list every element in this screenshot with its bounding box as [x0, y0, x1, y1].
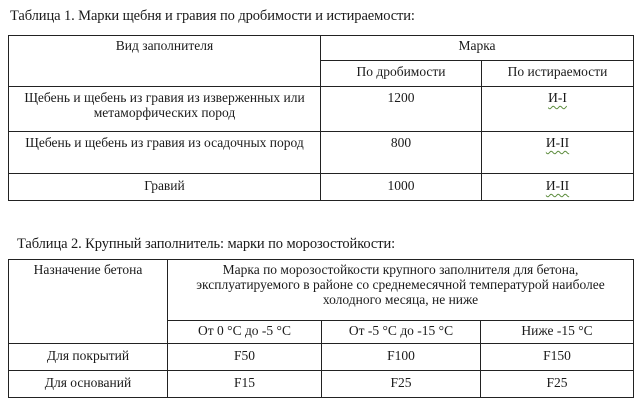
table-row	[9, 174, 634, 201]
header-by-crushability: По дробимости	[321, 61, 482, 87]
table-row	[9, 344, 634, 371]
cell-value: F150	[481, 344, 634, 371]
crush-abrasion-table	[8, 35, 634, 201]
cell-abrasion	[482, 174, 634, 201]
cell-value: F25	[322, 371, 481, 398]
cell-value: F15	[168, 371, 322, 398]
header-concrete-purpose: Назначение бетона	[9, 260, 168, 344]
cell-abrasion	[482, 132, 634, 174]
header-aggregate-type: Вид заполнителя	[9, 36, 321, 87]
abrasion-value: И-II	[545, 135, 570, 150]
cell-type: Гравий	[9, 174, 321, 201]
cell-abrasion	[482, 87, 634, 132]
table-row	[9, 132, 634, 174]
header-range-minus5-to-minus15: От -5 °С до -15 °С	[322, 321, 481, 344]
cell-crush: 1000	[321, 174, 482, 201]
abrasion-value: И-II	[545, 178, 570, 193]
header-by-abrasion: По истираемости	[482, 61, 634, 87]
cell-type: Щебень и щебень из гравия из осадочных пород	[9, 132, 321, 174]
table1-caption: Таблица 1. Марки щебня и гравия по дробимости и истираемости:	[10, 8, 415, 24]
header-mark: Марка	[321, 36, 634, 61]
header-range-0-to-minus5: От 0 °С до -5 °С	[168, 321, 322, 344]
cell-purpose: Для покрытий	[9, 344, 168, 371]
cell-value: F100	[322, 344, 481, 371]
table-row	[9, 87, 634, 132]
cell-value: F25	[481, 371, 634, 398]
table-row	[9, 371, 634, 398]
cell-type: Щебень и щебень из гравия из изверженных или метаморфических пород	[9, 87, 321, 132]
cell-crush: 1200	[321, 87, 482, 132]
frost-resistance-table	[8, 259, 634, 398]
cell-value: F50	[168, 344, 322, 371]
header-range-below-minus15: Ниже -15 °С	[481, 321, 634, 344]
header-frost-mark: Марка по морозостойкости крупного заполнителя для бетона, эксплуатируемого в районе со среднемесячной температурой наиболее холодного месяца, не ниже	[168, 260, 634, 321]
abrasion-value: И-I	[548, 90, 567, 105]
cell-purpose: Для оснований	[9, 371, 168, 398]
table2-caption: Таблица 2. Крупный заполнитель: марки по морозостойкости:	[17, 236, 396, 252]
cell-crush: 800	[321, 132, 482, 174]
